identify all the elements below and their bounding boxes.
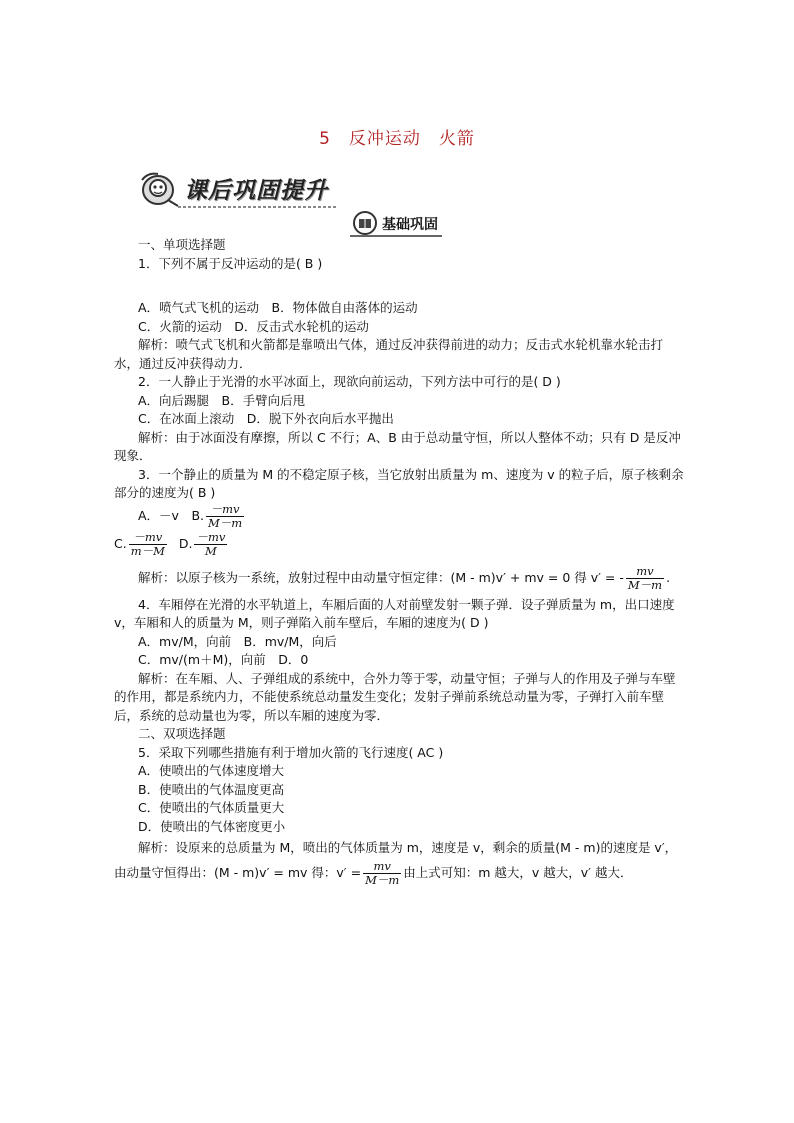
fraction-denominator: M－m: [627, 577, 663, 592]
q3-analysis-fraction: [626, 565, 664, 592]
q4-analysis: 解析：在车厢、人、子弹组成的系统中，合外力等于零，动量守恒；子弹与人的作用及子弹与车壁的作用，都是系统内力，不能使系统总动量发生变化；发射子弹前系统总动量为零，子弹打入前车壁后，系统的总动量也为零，所以车厢的速度为零．: [114, 670, 676, 723]
fraction-numerator: －mv: [196, 529, 226, 544]
q1-analysis: 解析：喷气式飞机和火箭都是靠喷出气体，通过反冲获得前进的动力；反击式水轮机靠水轮击打水，通过反冲获得动力．: [114, 337, 664, 371]
fraction-denominator: M: [205, 543, 217, 558]
fraction-denominator: M－m: [365, 873, 400, 887]
q1-stem: 1．下列不属于反冲运动的是( B ): [138, 255, 323, 271]
section-title: 基础巩固: [382, 217, 438, 233]
q3-analysis-text: 解析：以原子核为一系统，放射过程中由动量守恒定律：(M - m)v′ + mv = 0 得 v′ = -: [138, 569, 624, 585]
q4-options-ab: A．mv/M，向前 B．mv/M，向后: [138, 633, 337, 649]
q4-stem: 4．车厢停在光滑的水平轨道上，车厢后面的人对前壁发射一颗子弹．设子弹质量为 m，出口速度 v，车厢和人的质量为 M，则子弹陷入前车壁后，车厢的速度为( D ): [114, 596, 675, 630]
q1-options-ab: A．喷气式飞机的运动 B．物体做自由落体的运动: [138, 300, 418, 315]
q3-option-d-label: D.: [178, 535, 193, 551]
q1-options-cd: C．火箭的运动 D．反击式水轮机的运动: [138, 318, 369, 334]
book-badge-icon: [352, 210, 378, 236]
q5-analysis-fraction: [363, 860, 401, 887]
q3-option-c-label: C.: [114, 535, 127, 551]
q5-stem: 5．采取下列哪些措施有利于增加火箭的飞行速度( AC ): [138, 744, 444, 760]
q5-analysis-text: 解析：设原来的总质量为 M，喷出的气体质量为 m，速度是 v，剩余的质量(M - m)的速度是 v′，由动量守恒得出：(M - m)v′ = mv 得：v′ =: [114, 840, 678, 880]
astronaut-mascot-icon: [138, 170, 182, 210]
fraction-numerator: mv: [363, 860, 401, 874]
q2-options-cd: C．在冰面上滚动 D．脱下外衣向后水平抛出: [138, 411, 394, 426]
q3-option-b-fraction: [206, 503, 244, 530]
q2-analysis: 解析：由于冰面没有摩擦，所以 C 不行；A、B 由于总动量守恒，所以人整体不动；只有 D 是反冲现象．: [114, 429, 681, 463]
banner-after-class: [138, 170, 338, 208]
q4-options-cd: C．mv/(m＋M)，向前 D．0: [138, 652, 309, 667]
fraction-numerator: mv: [626, 565, 664, 579]
q3-option-c-fraction: [129, 531, 167, 558]
q5-option-d: D．使喷出的气体密度更小: [138, 818, 286, 834]
q3-option-a: A．－v B.: [138, 507, 204, 523]
q3-options-cd: [114, 531, 686, 561]
q2-options-ab: A．向后踢腿 B．手臂向后甩: [138, 392, 306, 408]
q5-analysis-conclusion: 由上式可知：m 越大，v 越大，v′ 越大．: [403, 865, 633, 880]
q5-option-b: B．使喷出的气体温度更高: [138, 781, 285, 797]
heading-double-choice: 二、双项选择题: [138, 726, 226, 741]
q3-analysis: [114, 565, 686, 592]
banner-underline: [178, 204, 378, 210]
page-title: 5 反冲运动 火箭: [319, 129, 475, 149]
section-badge: [350, 210, 442, 236]
q5-option-a: A．使喷出的气体速度增大: [138, 763, 285, 778]
banner-title: 课后巩固提升: [184, 177, 328, 204]
fraction-numerator: －mv: [129, 531, 167, 545]
heading-single-choice: 一、单项选择题: [138, 237, 226, 252]
q3-options-ab: [114, 503, 686, 531]
fraction-denominator: M－m: [208, 515, 243, 530]
fraction-numerator: －mv: [206, 503, 244, 517]
q5-analysis: [114, 836, 686, 887]
q5-option-c: C．使喷出的气体质量更大: [138, 800, 285, 815]
q3-stem: 3．一个静止的质量为 M 的不稳定原子核，当它放射出质量为 m、速度为 v 的粒子后，原子核剩余部分的速度为( B ): [114, 466, 684, 500]
q3-analysis-end: .: [666, 569, 671, 585]
q2-stem: 2．一人静止于光滑的水平冰面上，现欲向前运动，下列方法中可行的是( D ): [138, 374, 561, 389]
q3-option-d-fraction: [194, 531, 227, 558]
question-content: [114, 236, 686, 887]
fraction-denominator: m－M: [130, 543, 165, 558]
